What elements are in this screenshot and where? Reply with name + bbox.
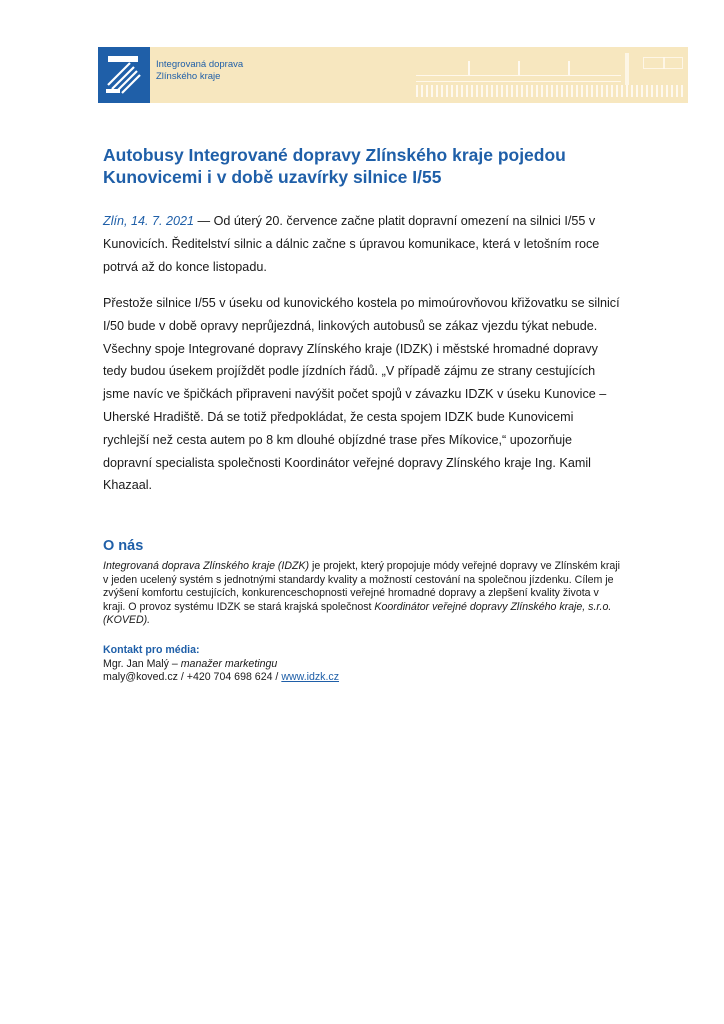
contact-role: manažer marketingu xyxy=(180,657,278,670)
media-contact xyxy=(103,644,623,685)
contact-details xyxy=(103,671,623,685)
dateline: Zlín, 14. 7. 2021 xyxy=(103,214,195,228)
brand-line-1: Integrovaná doprava xyxy=(156,59,244,70)
about-text xyxy=(103,560,623,628)
brand-line-2: Zlínského kraje xyxy=(156,71,221,82)
about-body: je projekt, který propojuje módy veřejné dopravy ve Zlínském kraji v jeden ucelený systém s jednotnými standardy kvality a možností cestování na společnou jízdenku. Cílem je zvýšení komfortu cestujících, konkurenceschopnosti veřejné hromadné dopravy a zlepšení kvality života v kraji. O provoz systému IDZK se stará krajská společnost xyxy=(103,560,620,613)
about-italic-end: Koordinátor veřejné dopravy Zlínského kraje, s.r.o. (KOVED). xyxy=(103,600,612,627)
contact-person xyxy=(103,658,623,672)
website-link[interactable]: www.idzk.cz xyxy=(281,671,340,684)
brand-name xyxy=(156,59,243,83)
letterhead-band xyxy=(98,47,688,103)
contact-heading: Kontakt pro média: xyxy=(103,644,200,656)
title-line-2: Kunovicemi i v době uzavírky silnice I/55 xyxy=(103,167,442,187)
paragraph-main: Přestože silnice I/55 v úseku od kunovického kostela po mimoúrovňovou křižovatku se silnicí I/50 bude v době opravy neprůjezdná, linkových autobusů se zákaz vjezdu týkat nebude. Všechny spoje Integrované dopravy Zlínského kraje (IDZK) i městské hromadné dopravy tedy budou úsekem projíždět podle jízdních řádů. „V případě zájmu ze strany cestujících jsme navíc ve špičkách připraveni navýšit počet spojů v závazku IDZK v úseku Kunovice – Uherské Hradiště. Dá se totiž předpokládat, že cesta spojem IDZK bude Kunovicemi rychlejší než cesta autem po 8 km dlouhé objízdné trase přes Míkovice,“ upozorňuje dopravní specialista společnosti Koordinátor veřejné dopravy Zlínského kraje Ing. Kamil Khazaal. xyxy=(103,296,620,493)
about-heading: O nás xyxy=(103,538,144,554)
paragraph-intro-text: — Od úterý 20. července začne platit dopravní omezení na silnici I/55 v Kunovicích. Ředitelství silnic a dálnic začne s úpravou komunikace, která v letošním roce potrvá až do konce listopadu. xyxy=(103,214,600,274)
paragraph-intro xyxy=(103,210,623,278)
idzk-logo xyxy=(98,47,150,103)
contact-name: Mgr. Jan Malý – xyxy=(103,657,178,670)
title-line-1: Autobusy Integrované dopravy Zlínského kraje pojedou xyxy=(103,145,566,165)
press-release-title xyxy=(103,144,623,188)
contact-email-phone: maly@koved.cz / +420 704 698 624 / xyxy=(103,671,279,684)
about-italic-start: Integrovaná doprava Zlínského kraje (IDZK) xyxy=(103,560,310,572)
